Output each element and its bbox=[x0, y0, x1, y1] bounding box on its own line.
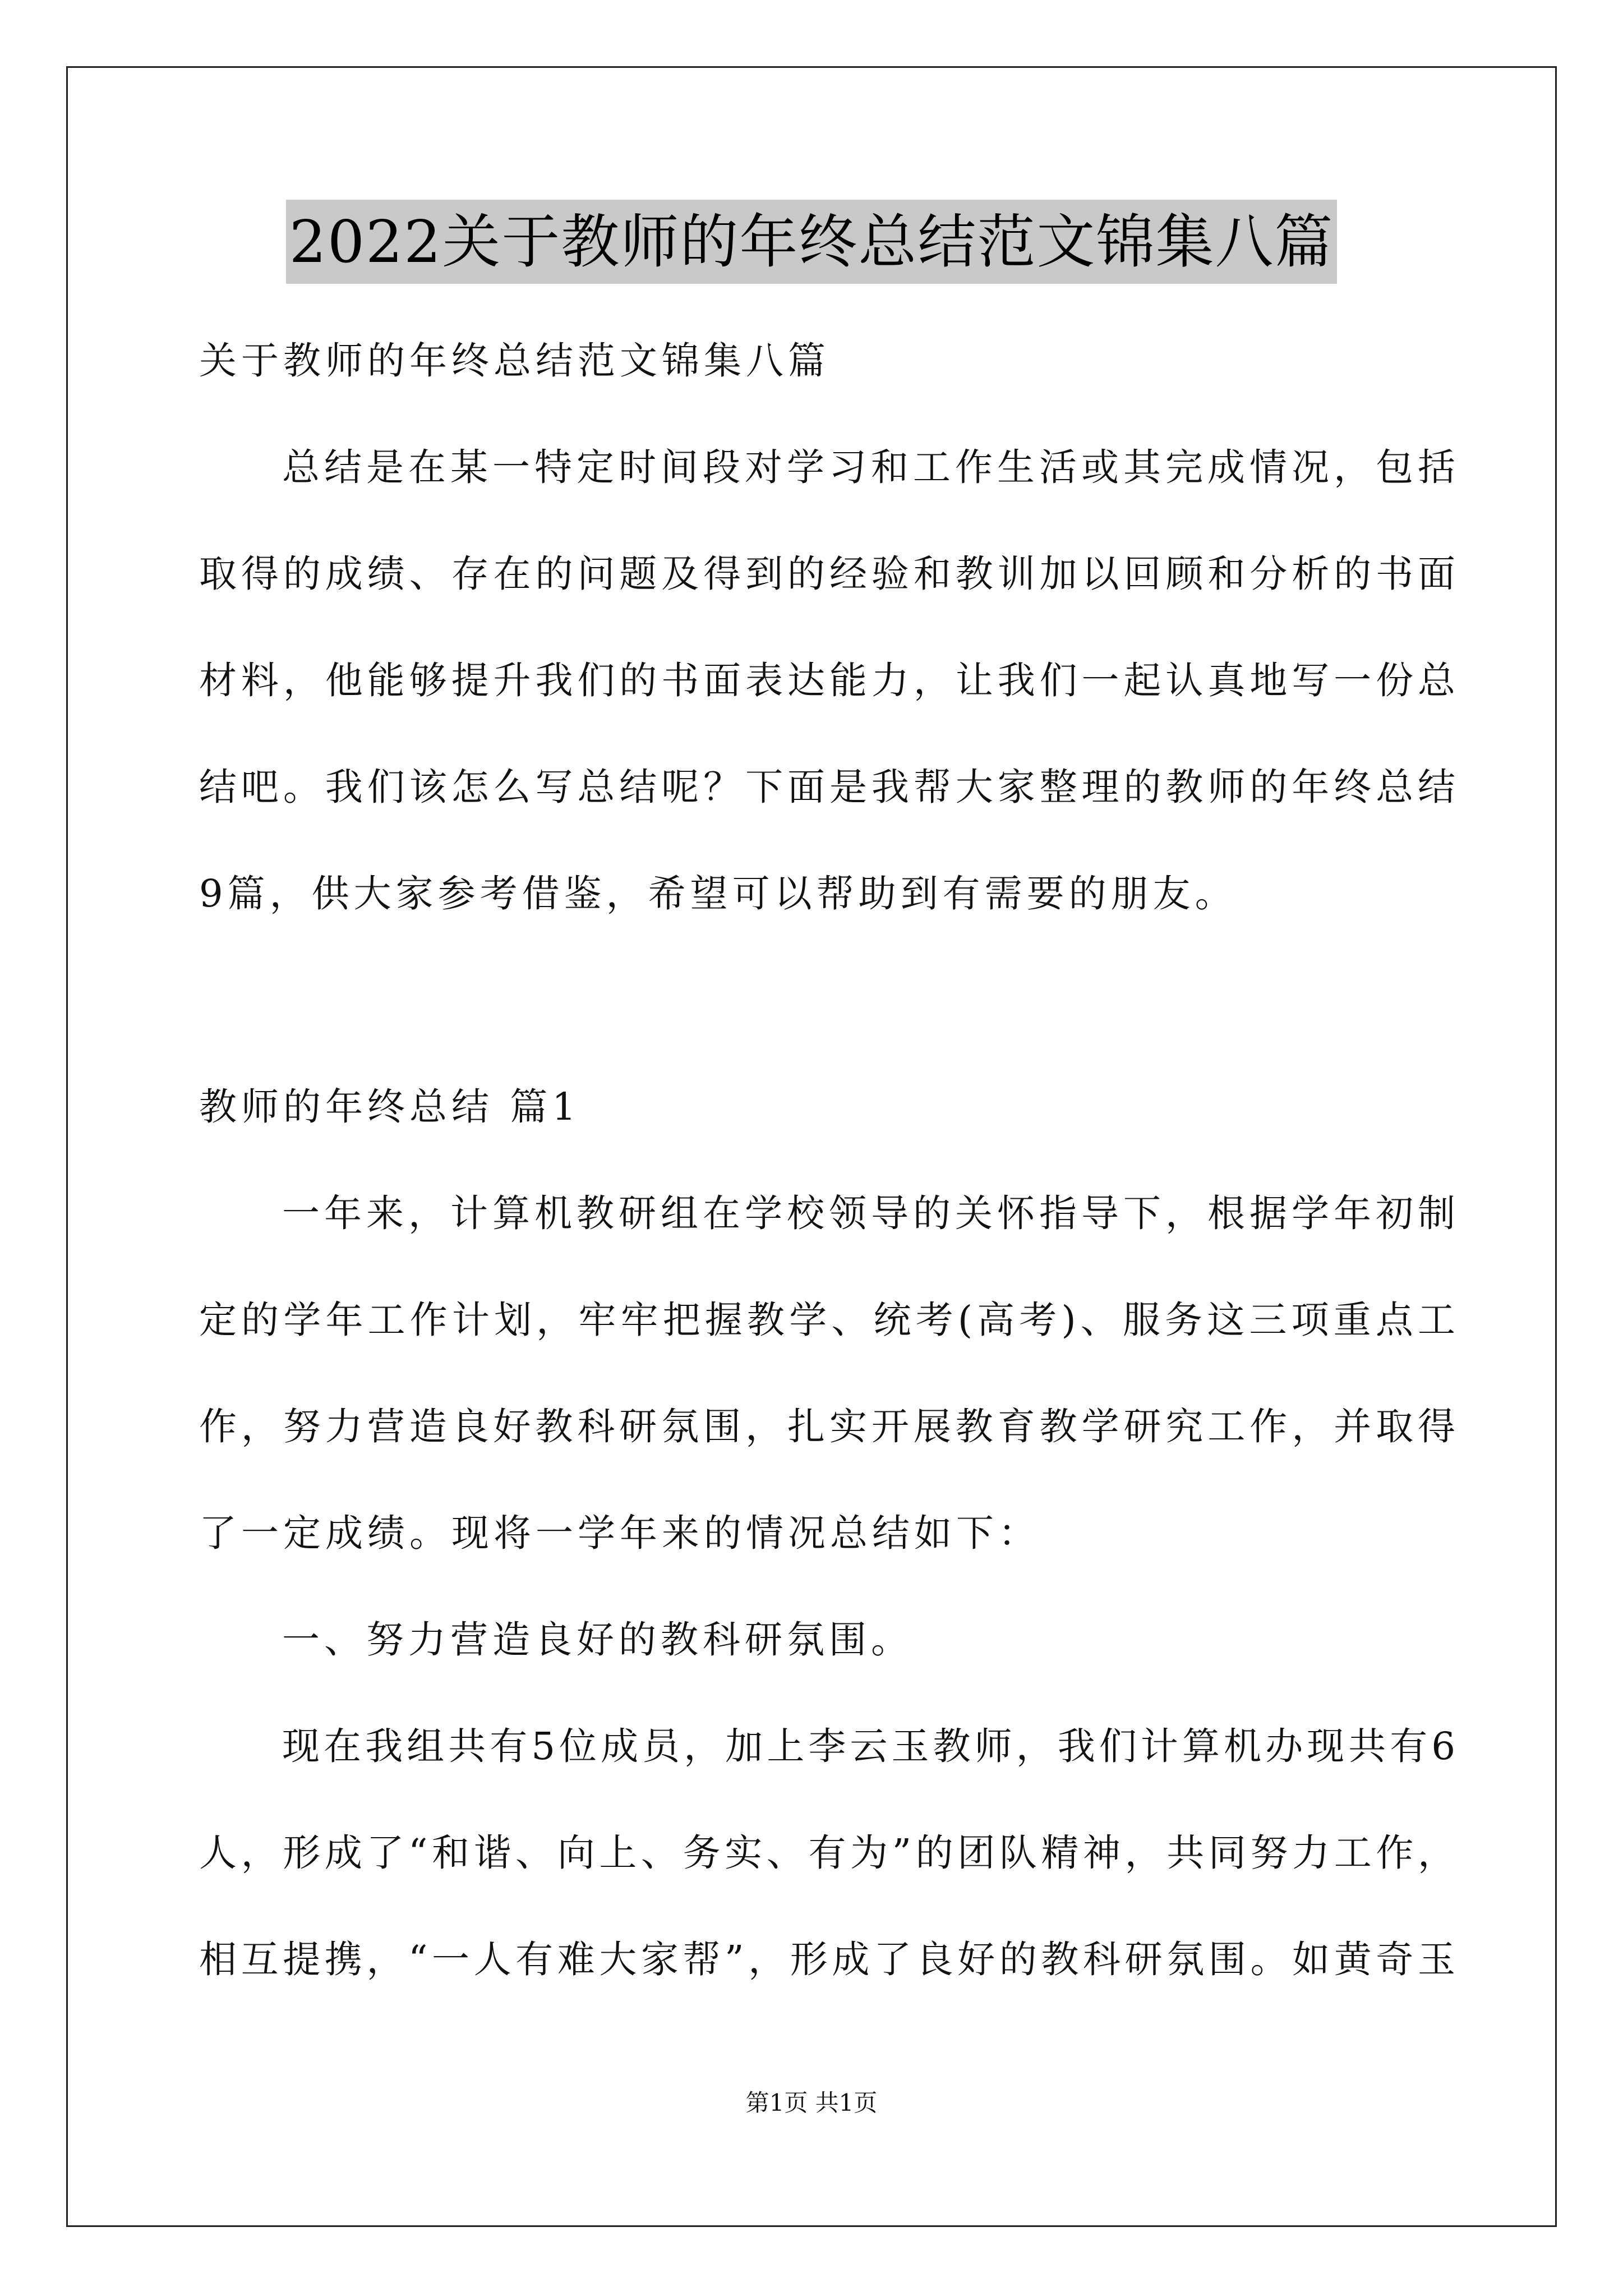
intro-line: 材料，他能够提升我们的书面表达能力，让我们一起认真地写一份总 bbox=[199, 659, 1455, 702]
paragraph-line: 了一定成绩。现将一学年来的情况总结如下： bbox=[199, 1511, 1040, 1555]
paragraph-line: 一年来，计算机教研组在学校领导的关怀指导下，根据学年初制 bbox=[282, 1191, 1455, 1235]
paragraph-line: 定的学年工作计划，牢牢把握教学、统考(高考)、服务这三项重点工 bbox=[199, 1298, 1455, 1342]
document-subtitle: 关于教师的年终总结范文锦集八篇 bbox=[199, 339, 830, 383]
intro-line: 9篇，供大家参考借鉴，希望可以帮助到有需要的朋友。 bbox=[199, 872, 1237, 915]
intro-line: 结吧。我们该怎么写总结呢？下面是我帮大家整理的教师的年终总结 bbox=[199, 765, 1455, 809]
paragraph-gap bbox=[199, 947, 1455, 1053]
subheading: 一、努力营造良好的教科研氛围。 bbox=[282, 1618, 913, 1662]
document-title: 2022关于教师的年终总结范文锦集八篇 bbox=[286, 200, 1338, 284]
paragraph-line: 人，形成了“和谐、向上、务实、有为”的团队精神，共同努力工作， bbox=[199, 1831, 1455, 1875]
paragraph-line: 作，努力营造良好教科研氛围，扎实开展教育教学研究工作，并取得 bbox=[199, 1405, 1455, 1448]
paragraph-line: 相互提携，“一人有难大家帮”，形成了良好的教科研氛围。如黄奇玉 bbox=[199, 1938, 1455, 1981]
title-container bbox=[0, 200, 1623, 284]
page-footer: 第1页 共1页 bbox=[745, 2089, 878, 2116]
intro-line: 取得的成绩、存在的问题及得到的经验和教训加以回顾和分析的书面 bbox=[199, 552, 1455, 596]
document-body bbox=[199, 307, 1455, 2013]
paragraph-line: 现在我组共有5位成员，加上李云玉教师，我们计算机办现共有6 bbox=[282, 1724, 1455, 1768]
section-heading: 教师的年终总结 篇1 bbox=[199, 1085, 580, 1129]
intro-line: 总结是在某一特定时间段对学习和工作生活或其完成情况，包括 bbox=[282, 445, 1455, 489]
